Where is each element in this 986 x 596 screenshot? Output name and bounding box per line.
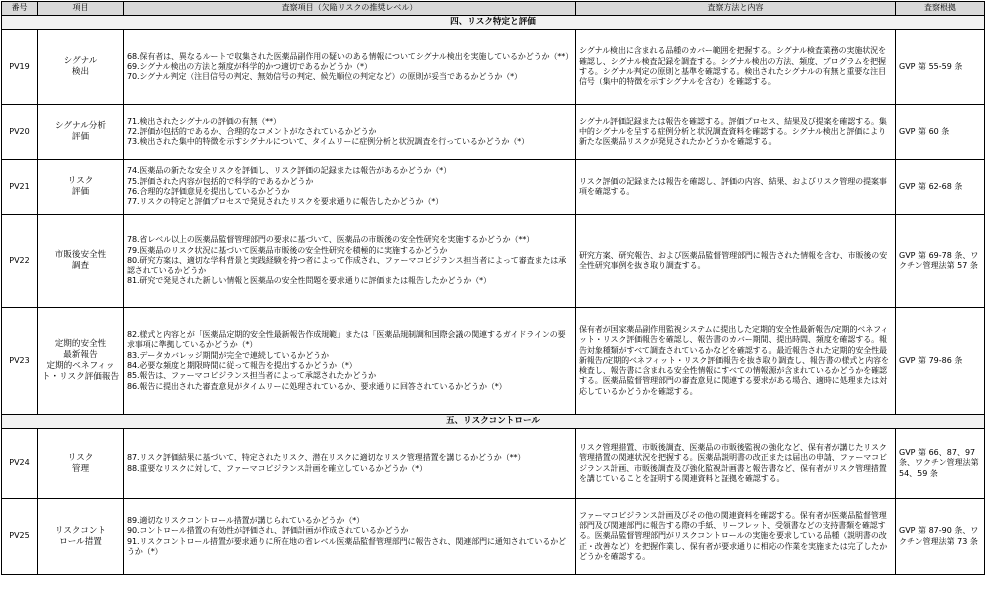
text-line: 83.データカバレッジ期間が完全で連続しているかどうか: [127, 350, 329, 360]
text-line: 89.適切なリスクコントロール措置が講じられているかどうか（*）: [127, 515, 365, 525]
row-code: PV19: [2, 30, 38, 105]
header-method: 査察方法と内容: [576, 2, 896, 16]
text-line: 82.様式と内容とが「医薬品定期的安全性最新報告作成規範」または「医薬品規制調和国際会議の関連するガイドラインの要求事項に準拠しているかどうか（*）: [127, 330, 566, 350]
text-line: 73.検出された集中的特徴を示すシグナルについて、タイムリーに症例分析と状況調査を行っているかどうか（*）: [127, 137, 530, 147]
row-method: 保有者が国家薬品副作用監視システムに提出した定期的安全性最新報告/定期的ベネフィット・リスク評価報告を確認し、報告書のカバー期間、提出時間、頻度を確認する。報告対象種類がすべて調査されているかなどを確認する。最近報告された定期的安全性最新報告/定期的ベネフィット・リスク評価報告を抜き取り調査し、報告書の様式と内容を検査し、報告書に含まれる安全性情報にすべての情報源が含まれているかどうかを確認する。医薬品監督管理部門の審査意見に関連する要求がある場合、適時に処理または対応しているかどうかを確認する。: [576, 308, 896, 415]
row-basis: GVP 第 66、87、97 条、ワクチン管理法第 54、59 条: [896, 429, 985, 499]
table-row: [2, 105, 985, 160]
row-checks: [124, 308, 576, 415]
row-item: [38, 30, 124, 105]
row-method: シグナル評価記録または報告を確認する。評価プロセス、結果及び提案を確認する。集中的シグナルを呈する症例分析と状況調査資料を確認する。シグナル検出と評価により新たな医薬品リスクが発見されたかどうかを確認する。: [576, 105, 896, 160]
text-line: 84.必要な頻度と期限時間に従って報告を提出するかどうか（*）: [127, 361, 357, 370]
row-code: PV20: [2, 105, 38, 160]
header-item: 項目: [38, 2, 124, 16]
table-row: [2, 160, 985, 215]
row-method: ファーマコビジランス計画及びその他の関連資料を確認する。保有者が医薬品監督管理部門及び関連部門に報告する際の手紙、リーフレット、受領書などの支持書類を確認する。医薬品監督管理部門がリスクコントロールの実施を要求している品種（説明書の改正・改善など）を把握作業し、保有者が要求通りに相応の作業を実施または完了したかどうかを確認する。: [576, 499, 896, 575]
text-line: 評価: [71, 132, 90, 142]
text-line: 市販後安全性: [54, 250, 107, 260]
text-line: 90.コントロール措置の有効性が評価され、評価計画が作成されているかどうか: [127, 526, 409, 536]
text-line: 定期的安全性: [54, 339, 107, 349]
row-method: 研究方案、研究報告、および医薬品監督管理部門に報告された情報を含む、市販後の安全性研究事例を抜き取り調査する。: [576, 215, 896, 308]
row-basis: GVP 第 87-90 条、ワクチン管理法第 73 条: [896, 499, 985, 575]
table-row: [2, 215, 985, 308]
row-checks: [124, 105, 576, 160]
text-line: シグナル分析: [55, 121, 106, 131]
text-line: 管理: [71, 463, 90, 474]
text-line: 70.シグナル判定（注目信号の判定、無効信号の判定、候先順位の判定など）の原則が妥当であるかどうか（*）: [127, 72, 522, 82]
text-line: 77.リスクの特定と評価プロセスで発見されたリスクを要求通りに報告したかどうか（*）: [127, 197, 444, 207]
text-line: 88.重要なリスクに対して、ファーマコビジランス計画を確立しているかどうか（*）: [127, 463, 427, 473]
table-row: [2, 30, 985, 105]
text-line: 78.省レベル以上の医薬品監督管理部門の要求に基づいて、医薬品の市販後の安全性研究を実施するかどうか（**）: [127, 235, 535, 245]
text-line: 71.検出されたシグナルの評価の有無（**）: [127, 116, 281, 126]
row-item: [38, 215, 124, 308]
text-line: 87.リスク評価結果に基づいて、特定されたリスク、潜在リスクに適切なリスク管理措置を講じるかどうか（**）: [127, 453, 526, 463]
row-item: [38, 160, 124, 215]
row-checks: [124, 160, 576, 215]
row-basis: GVP 第 62-68 条: [896, 160, 985, 215]
row-checks: [124, 429, 576, 499]
row-basis: GVP 第 69-78 条、ワクチン管理法第 57 条: [896, 215, 985, 308]
text-line: ロール措置: [59, 536, 102, 547]
text-line: 79.医薬品のリスク状況に基づいて医薬品市販後の安全性研究を積極的に実施するかどうか: [127, 245, 448, 255]
text-line: 86.報告に提出された審査意見がタイムリーに処理されているか、要求通りに回答されているかどうか（*）: [127, 381, 507, 391]
row-code: PV24: [2, 429, 38, 499]
text-line: 69.シグナル検出の方法と頻度が科学的かつ適切であるかどうか（*）: [127, 61, 372, 71]
header-checks: 査察項目（欠陥リスクの推奨レベル）: [124, 2, 576, 16]
text-line: シグナル: [63, 56, 98, 66]
text-line: 85.報告は、ファーマコビジランス担当者によって承認されたかどうか: [127, 371, 377, 381]
text-line: リスク: [67, 176, 94, 186]
text-line: 75.評価された内容が包括的で科学的であるかどうか: [127, 176, 314, 186]
row-checks: [124, 499, 576, 575]
text-line: 81.研究で発見された新しい情報と医薬品の安全性問題を要求通りに評価または報告したかどうか（*）: [127, 276, 491, 286]
inspection-table: [1, 1, 985, 575]
text-line: リスクコント: [54, 525, 107, 536]
text-line: 80.研究方案は、適切な学科背景と実践経験を持つ者によって作成され、ファーマコビジランス担当者によって審査または承認されているかどうか: [127, 255, 567, 276]
section-row: [2, 16, 985, 30]
row-basis: GVP 第 60 条: [896, 105, 985, 160]
row-basis: GVP 第 55-59 条: [896, 30, 985, 105]
row-checks: [124, 30, 576, 105]
header-code: 番号: [2, 2, 38, 16]
text-line: 検出: [71, 67, 90, 77]
text-line: 74.医薬品の新たな安全リスクを評価し、リスク評価の記録または報告があるかどうか（*）: [127, 166, 452, 176]
row-code: PV25: [2, 499, 38, 575]
row-code: PV21: [2, 160, 38, 215]
row-item: [38, 429, 124, 499]
header-basis: 査察根拠: [896, 2, 985, 16]
row-method: リスク管理措置、市販後調査、医薬品の市販後監視の強化など、保有者が講じたリスク管理措置の関連状況を把握する。医薬品説明書の改正または届出の申請、ファーマコビジランス計画、市販後調査及び強化監視計画書と報告書など、保有者がリスク管理措置を講じていることを証明する関連資料と証拠を確認する。: [576, 429, 896, 499]
table-row: [2, 308, 985, 415]
section-title: 五、リスクコントロール: [2, 415, 985, 429]
row-item: [38, 105, 124, 160]
row-item: [38, 499, 124, 575]
text-line: 調査: [71, 261, 90, 271]
text-line: 68.保有者は、異なるルートで収集された医薬品副作用の疑いのある情報についてシグナル検出を実施しているかどうか（**）: [127, 51, 574, 61]
header-row: [2, 2, 985, 16]
text-line: 76.合理的な評価意見を提出しているかどうか: [127, 187, 290, 196]
row-basis: GVP 第 79-86 条: [896, 308, 985, 415]
table-row: [2, 499, 985, 575]
table-row: [2, 429, 985, 499]
row-checks: [124, 215, 576, 308]
text-line: 評価: [71, 187, 90, 197]
text-line: 91.リスクコントロール措置が要求通りに所在地の省レベル医薬品監督管理部門に報告され、関連部門に通知されているかどうか（*）: [127, 536, 567, 556]
row-method: リスク評価の記録または報告を確認し、評価の内容、結果、およびリスク管理の提案事項を確認する。: [576, 160, 896, 215]
row-method: シグナル検出に含まれる品種のカバー範囲を把握する。シグナル検査業務の実施状況を確認し、シグナル検査記録を調査する。シグナル検出の方法、頻度、プログラムを把握する。シグナル判定の原則と基準を確認する。検出されたシグナルの有無と重要な注目信号（集中的特徴を示すシグナルを含む）を確認する。: [576, 30, 896, 105]
text-line: 定期的ベネフィット・リスク評価報告: [41, 361, 120, 382]
row-code: PV22: [2, 215, 38, 308]
text-line: リスク: [67, 452, 94, 463]
text-line: 72.評価が包括的であるか、合理的なコメントがなされているかどうか: [127, 126, 377, 136]
section-title: 四、リスク特定と評価: [2, 16, 985, 30]
text-line: 最新報告: [63, 350, 98, 360]
section-row: [2, 415, 985, 429]
row-item: [38, 308, 124, 415]
row-code: PV23: [2, 308, 38, 415]
